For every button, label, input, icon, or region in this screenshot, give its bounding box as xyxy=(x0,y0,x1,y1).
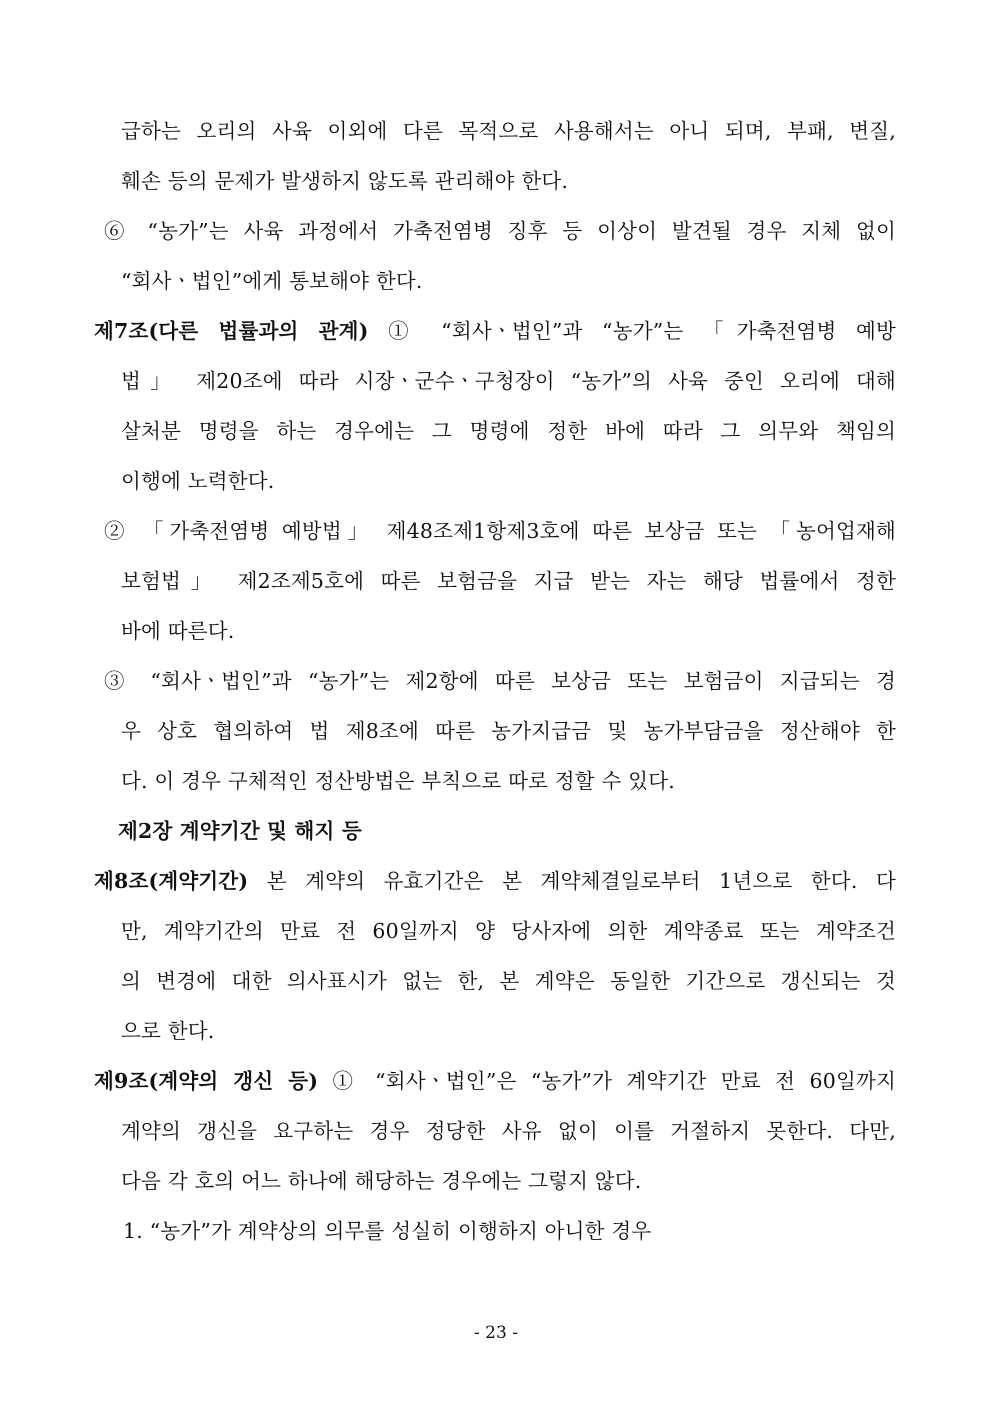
article-heading: 제7조(다른 법률과의 관계) xyxy=(94,319,369,343)
article-heading: 제9조(계약의 갱신 등) xyxy=(94,1069,319,1093)
chapter-heading: 제2장 계약기간 및 해지 등 xyxy=(118,819,362,843)
text-line: ⑥ “농가”는 사육 과정에서 가축전염병 징후 등 이상이 발견될 경우 지체 없이 xyxy=(104,219,896,243)
text-line: “회사ㆍ법인”에게 통보해야 한다. xyxy=(121,269,423,293)
text-line: 보험법」 제2조제5호에 따른 보험금을 지급 받는 자는 해당 법률에서 정한 xyxy=(121,569,896,593)
text-line: 만, 계약기간의 만료 전 60일까지 양 당사자에 의한 계약종료 또는 계약조건 xyxy=(121,919,896,943)
article-7-heading-line: 제7조(다른 법률과의 관계) ① “회사ㆍ법인”과 “농가”는 「가축전염병 예방 xyxy=(94,319,897,343)
chapter-heading-line xyxy=(118,806,362,856)
text-line: 으로 한다. xyxy=(121,1019,215,1043)
text-line: 이행에 노력한다. xyxy=(121,469,275,493)
text-line: 의 변경에 대한 의사표시가 없는 한, 본 계약은 동일한 기간으로 갱신되는 것 xyxy=(121,969,896,993)
text-line: 법」 제20조에 따라 시장ㆍ군수ㆍ구청장이 “농가”의 사육 중인 오리에 대해 xyxy=(121,369,896,393)
text-line: 계약의 갱신을 요구하는 경우 정당한 사유 없이 이를 거절하지 못한다. 다만, xyxy=(121,1119,896,1143)
page-number: - 23 - xyxy=(474,1323,518,1343)
text-line: 다음 각 호의 어느 하나에 해당하는 경우에는 그렇지 않다. xyxy=(121,1169,642,1193)
text-line: ② 「가축전염병 예방법」 제48조제1항제3호에 따른 보상금 또는 「농어업재해 xyxy=(104,519,896,543)
text-line: ③ “회사ㆍ법인”과 “농가”는 제2항에 따른 보상금 또는 보험금이 지급되는 경 xyxy=(104,669,896,693)
article-9-heading-line: 제9조(계약의 갱신 등) ① “회사ㆍ법인”은 “농가”가 계약기간 만료 전 60일까지 xyxy=(94,1069,896,1093)
text-line: 바에 따른다. xyxy=(121,619,235,643)
text-line: 우 상호 협의하여 법 제8조에 따른 농가지급금 및 농가부담금을 정산해야 한 xyxy=(121,719,896,743)
text-line: 다. 이 경우 구체적인 정산방법은 부칙으로 따로 정할 수 있다. xyxy=(121,769,675,793)
article-heading: 제8조(계약기간) xyxy=(94,869,249,893)
article-8-heading-line: 제8조(계약기간) 본 계약의 유효기간은 본 계약체결일로부터 1년으로 한다. 다 xyxy=(94,869,896,893)
text-line: 살처분 명령을 하는 경우에는 그 명령에 정한 바에 따라 그 의무와 책임의 xyxy=(121,419,896,443)
text-line: 훼손 등의 문제가 발생하지 않도록 관리해야 한다. xyxy=(121,169,569,193)
list-item: 1. “농가”가 계약상의 의무를 성실히 이행하지 아니한 경우 xyxy=(123,1219,652,1243)
text-line: 급하는 오리의 사육 이외에 다른 목적으로 사용해서는 아니 되며, 부패, 변질, xyxy=(121,119,896,143)
